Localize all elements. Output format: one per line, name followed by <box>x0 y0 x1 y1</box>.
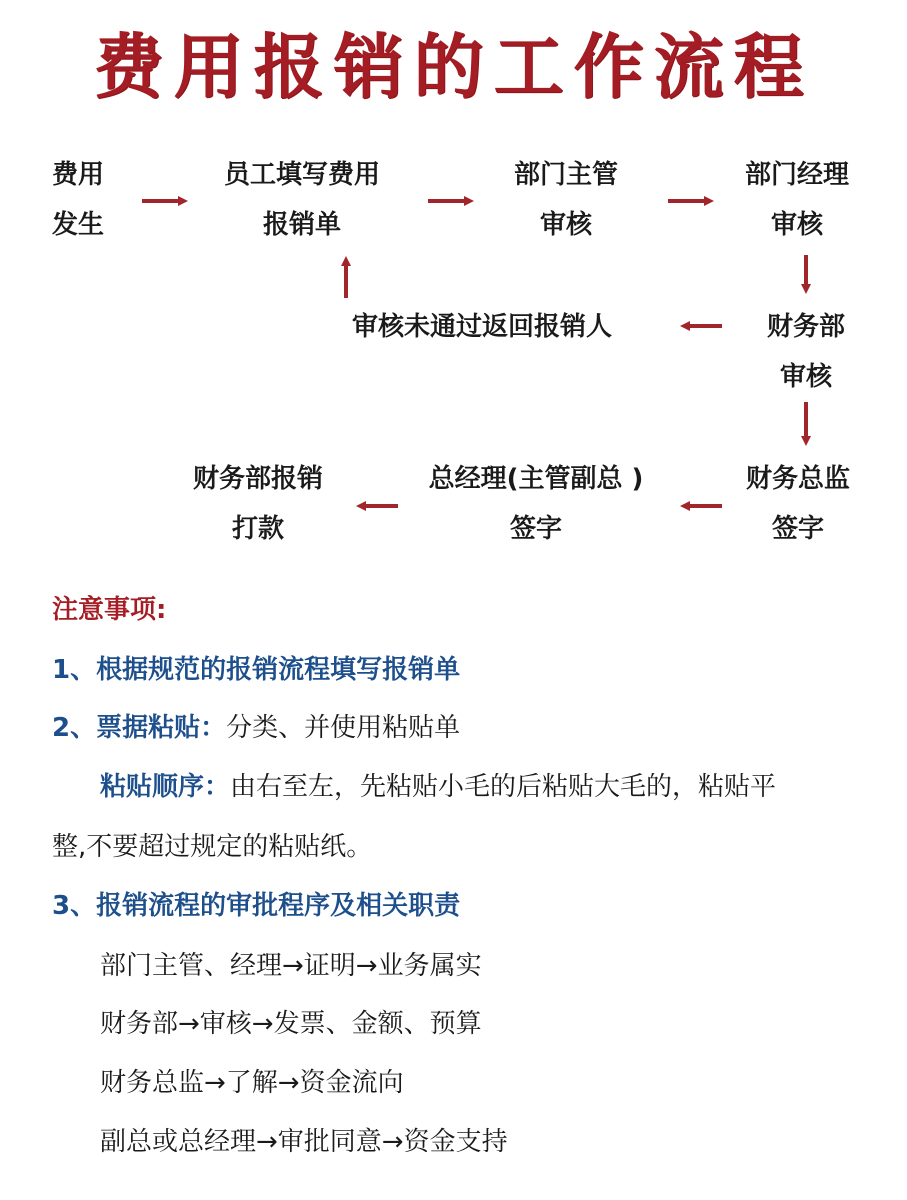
node-text: 财务部 <box>766 312 846 342</box>
duty-line: 副总或总经理→审批同意→资金支持 <box>100 1127 508 1157</box>
note-item-2-sub-label: 粘贴顺序： <box>100 772 231 802</box>
node-text: 财务部报销 <box>192 464 324 494</box>
node-dept-manager-review <box>745 150 849 250</box>
node-text: 费用 <box>52 160 105 190</box>
duty-line: 财务总监→了解→资金流向 <box>100 1068 404 1098</box>
node-expense-occur <box>52 150 104 250</box>
node-text: 部门主管 <box>513 160 619 190</box>
node-text: 发生 <box>52 210 105 240</box>
node-text: 审核未通过返回报销人 <box>351 312 613 342</box>
node-text: 审核 <box>539 210 593 240</box>
notes-heading: 注意事项: <box>52 595 167 625</box>
duty-line: 财务部→审核→发票、金额、预算 <box>100 1009 482 1039</box>
duty-line: 部门主管、经理→证明→业务属实 <box>100 951 482 981</box>
node-text: 打款 <box>231 514 285 544</box>
note-item-2-text: 分类、并使用粘贴单 <box>226 713 461 743</box>
note-item-3: 3、报销流程的审批程序及相关职责 <box>52 891 461 921</box>
node-text: 总经理(主管副总 ) <box>428 464 644 494</box>
node-text: 签字 <box>509 514 563 544</box>
node-finance-payment <box>193 454 323 554</box>
node-text: 报销单 <box>262 210 342 240</box>
note-item-2 <box>52 708 460 748</box>
node-review-failed-return <box>352 302 612 352</box>
node-text: 签字 <box>771 514 825 544</box>
node-finance-dept-review <box>767 302 845 402</box>
node-text: 审核 <box>779 362 833 392</box>
node-text: 员工填写费用 <box>223 160 381 190</box>
note-item-2-sub-text: 由右至左，先粘贴小毛的后粘贴大毛的，粘贴平 <box>230 772 777 802</box>
node-gm-sign <box>429 454 644 554</box>
node-finance-director-sign <box>746 454 850 554</box>
note-item-2-sub <box>100 767 776 807</box>
node-employee-fill-form <box>224 150 380 250</box>
node-text: 审核 <box>770 210 824 240</box>
page-title: 费用报销的工作流程 <box>93 26 814 108</box>
node-text: 部门经理 <box>744 160 850 190</box>
note-item-2-label: 2、票据粘贴： <box>52 713 227 743</box>
note-item-2-sub-cont: 整,不要超过规定的粘贴纸。 <box>52 832 373 862</box>
note-item-1: 1、根据规范的报销流程填写报销单 <box>52 655 461 685</box>
node-text: 财务总监 <box>745 464 851 494</box>
node-dept-supervisor-review <box>514 150 618 250</box>
